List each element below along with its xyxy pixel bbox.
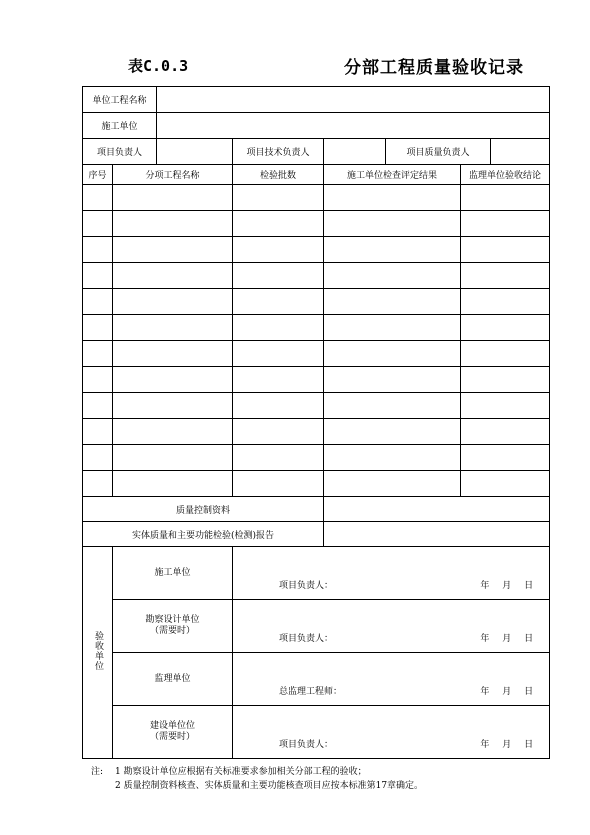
row-index-cell[interactable] [83, 445, 113, 471]
tech-manager-field[interactable] [324, 139, 386, 165]
row-index-cell[interactable] [83, 237, 113, 263]
acceptance-unit-name: 勘察设计单位 （需要时） [113, 600, 233, 653]
row-subitem-cell[interactable] [113, 445, 233, 471]
table-row [83, 341, 550, 367]
tech-manager-label: 项目技术负责人 [233, 139, 324, 165]
table-row [83, 445, 550, 471]
table-row [83, 393, 550, 419]
acceptance-signature-cell[interactable] [233, 706, 550, 759]
col-header-subitem: 分项工程名称 [113, 165, 233, 185]
row-subitem-cell[interactable] [113, 367, 233, 393]
function-report-label: 实体质量和主要功能检验(检测)报告 [83, 522, 324, 547]
col-header-contractor-result: 施工单位检查评定结果 [324, 165, 461, 185]
quality-docs-row [83, 497, 550, 522]
row-supervisor-conclusion-cell[interactable] [461, 185, 550, 211]
acceptance-signature-cell[interactable] [233, 600, 550, 653]
row-contractor-result-cell[interactable] [324, 471, 461, 497]
row-index-cell[interactable] [83, 315, 113, 341]
contractor-label: 施工单位 [83, 113, 157, 139]
row-batch-count-cell[interactable] [233, 341, 324, 367]
row-supervisor-conclusion-cell[interactable] [461, 315, 550, 341]
row-subitem-cell[interactable] [113, 419, 233, 445]
contractor-field[interactable] [157, 113, 550, 139]
row-contractor-result-cell[interactable] [324, 289, 461, 315]
acceptance-unit-name: 监理单位 [113, 653, 233, 706]
row-batch-count-cell[interactable] [233, 393, 324, 419]
table-row [83, 289, 550, 315]
date-label: 年 月 日 [480, 740, 534, 750]
acceptance-signature-cell[interactable] [233, 547, 550, 600]
row-batch-count-cell[interactable] [233, 263, 324, 289]
row-batch-count-cell[interactable] [233, 315, 324, 341]
row-index-cell[interactable] [83, 471, 113, 497]
acceptance-row-owner [83, 706, 550, 759]
row-subitem-cell[interactable] [113, 211, 233, 237]
row-contractor-result-cell[interactable] [324, 445, 461, 471]
acceptance-units-label: 验收单位 [83, 547, 113, 759]
row-index-cell[interactable] [83, 211, 113, 237]
row-batch-count-cell[interactable] [233, 289, 324, 315]
row-contractor-result-cell[interactable] [324, 367, 461, 393]
row-contractor-result-cell[interactable] [324, 263, 461, 289]
row-batch-count-cell[interactable] [233, 185, 324, 211]
column-header-row [83, 165, 550, 185]
row-supervisor-conclusion-cell[interactable] [461, 211, 550, 237]
row-subitem-cell[interactable] [113, 289, 233, 315]
function-report-field[interactable] [324, 522, 550, 547]
row-subitem-cell[interactable] [113, 471, 233, 497]
row-supervisor-conclusion-cell[interactable] [461, 367, 550, 393]
unit-project-label: 单位工程名称 [83, 87, 157, 113]
responsible-label: 项目负责人： [279, 634, 334, 644]
row-subitem-cell[interactable] [113, 315, 233, 341]
note-item: 2 质量控制资料核查、实体质量和主要功能核查项目应按本标准第17章确定。 [115, 781, 424, 791]
row-subitem-cell[interactable] [113, 341, 233, 367]
note-item: 1 勘察设计单位应根据有关标准要求参加相关分部工程的验收； [115, 767, 367, 777]
quality-docs-label: 质量控制资料 [83, 497, 324, 522]
data-rows [83, 185, 550, 497]
table-row [83, 185, 550, 211]
row-index-cell[interactable] [83, 419, 113, 445]
acceptance-row-contractor [83, 547, 550, 600]
row-index-cell[interactable] [83, 367, 113, 393]
col-header-batch-count: 检验批数 [233, 165, 324, 185]
responsible-label: 项目负责人： [279, 581, 334, 591]
row-supervisor-conclusion-cell[interactable] [461, 393, 550, 419]
row-batch-count-cell[interactable] [233, 471, 324, 497]
table-row [83, 471, 550, 497]
table-row [83, 367, 550, 393]
row-supervisor-conclusion-cell[interactable] [461, 419, 550, 445]
responsible-label: 总监理工程师： [279, 687, 343, 697]
date-label: 年 月 日 [480, 687, 534, 697]
table-row [83, 315, 550, 341]
acceptance-row-supervisor [83, 653, 550, 706]
acceptance-record-table [82, 86, 550, 759]
row-supervisor-conclusion-cell[interactable] [461, 263, 550, 289]
row-supervisor-conclusion-cell[interactable] [461, 237, 550, 263]
table-row [83, 419, 550, 445]
col-header-index: 序号 [83, 165, 113, 185]
form-code: 表C.0.3 [128, 57, 189, 75]
date-label: 年 月 日 [480, 634, 534, 644]
row-subitem-cell[interactable] [113, 263, 233, 289]
row-contractor-result-cell[interactable] [324, 315, 461, 341]
row-contractor-result-cell[interactable] [324, 211, 461, 237]
quality-manager-label: 项目质量负责人 [386, 139, 491, 165]
row-index-cell[interactable] [83, 341, 113, 367]
row-supervisor-conclusion-cell[interactable] [461, 289, 550, 315]
table-row [83, 211, 550, 237]
acceptance-signature-cell[interactable] [233, 653, 550, 706]
quality-docs-field[interactable] [324, 497, 550, 522]
unit-project-row [83, 87, 550, 113]
row-supervisor-conclusion-cell[interactable] [461, 445, 550, 471]
form-title: 分部工程质量验收记录 [344, 58, 524, 78]
row-supervisor-conclusion-cell[interactable] [461, 471, 550, 497]
project-manager-label: 项目负责人 [83, 139, 157, 165]
contractor-row [83, 113, 550, 139]
table-row [83, 237, 550, 263]
row-subitem-cell[interactable] [113, 185, 233, 211]
row-contractor-result-cell[interactable] [324, 237, 461, 263]
row-batch-count-cell[interactable] [233, 419, 324, 445]
row-contractor-result-cell[interactable] [324, 341, 461, 367]
unit-project-field[interactable] [157, 87, 550, 113]
function-report-row [83, 522, 550, 547]
row-batch-count-cell[interactable] [233, 445, 324, 471]
row-contractor-result-cell[interactable] [324, 393, 461, 419]
row-index-cell[interactable] [83, 289, 113, 315]
row-index-cell[interactable] [83, 263, 113, 289]
managers-row [83, 139, 550, 165]
quality-manager-field[interactable] [491, 139, 550, 165]
row-subitem-cell[interactable] [113, 393, 233, 419]
row-batch-count-cell[interactable] [233, 237, 324, 263]
acceptance-unit-name: 建设单位位 （需要时） [113, 706, 233, 759]
responsible-label: 项目负责人： [279, 740, 334, 750]
table-row [83, 263, 550, 289]
acceptance-row-designer [83, 600, 550, 653]
row-index-cell[interactable] [83, 393, 113, 419]
row-batch-count-cell[interactable] [233, 367, 324, 393]
date-label: 年 月 日 [480, 581, 534, 591]
row-contractor-result-cell[interactable] [324, 185, 461, 211]
row-supervisor-conclusion-cell[interactable] [461, 341, 550, 367]
row-subitem-cell[interactable] [113, 237, 233, 263]
acceptance-unit-name: 施工单位 [113, 547, 233, 600]
col-header-supervisor-conclusion: 监理单位验收结论 [461, 165, 550, 185]
notes-label: 注: [91, 767, 104, 777]
project-manager-field[interactable] [157, 139, 233, 165]
row-index-cell[interactable] [83, 185, 113, 211]
row-contractor-result-cell[interactable] [324, 419, 461, 445]
row-batch-count-cell[interactable] [233, 211, 324, 237]
